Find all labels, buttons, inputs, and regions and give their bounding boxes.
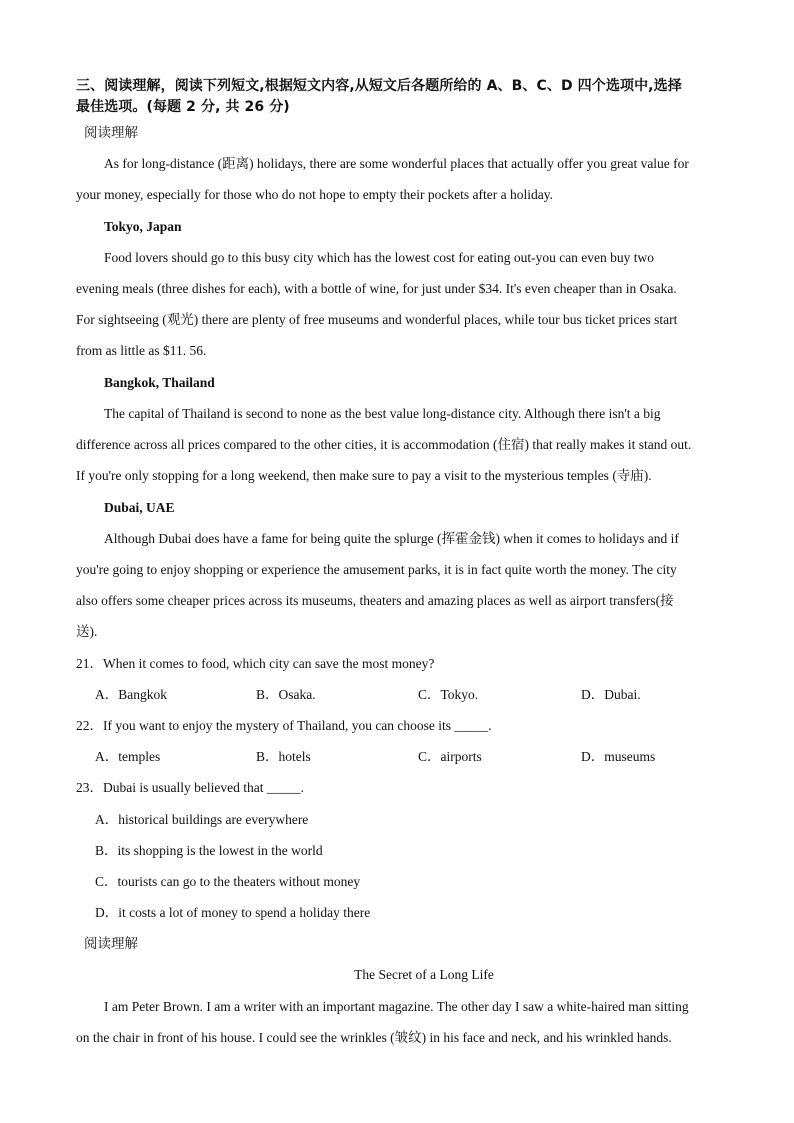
question-21-option-c: C．Tokyo. [418, 687, 479, 702]
question-22-option-b: B．hotels [256, 749, 311, 764]
question-23-stem: 23．Dubai is usually believed that _____. [76, 780, 304, 795]
passage-1-label: 阅读理解 [84, 125, 138, 141]
tokyo-line-2: evening meals (three dishes for each), with a bottle of wine, for just under $34. It's even cheaper than in Osaka. [76, 281, 677, 296]
dubai-heading: Dubai, UAE [104, 500, 175, 515]
question-21-stem: 21．When it comes to food, which city can save the most money? [76, 656, 435, 671]
passage-2-label: 阅读理解 [84, 936, 138, 952]
dubai-line-4: 送). [76, 624, 98, 639]
passage-2-line-1: I am Peter Brown. I am a writer with an important magazine. The other day I saw a white-haired man sitting [104, 999, 689, 1014]
question-22-option-a: A．temples [95, 749, 161, 764]
question-21-option-d: D．Dubai. [581, 687, 641, 702]
bangkok-line-2: difference across all prices compared to the other cities, it is accommodation (住宿) that really makes it stand out. [76, 437, 692, 452]
section-heading-line-1: 三、阅读理解，阅读下列短文,根据短文内容,从短文后各题所给的 A、B、C、D 四个选项中,选择 [76, 78, 682, 94]
passage-2-title: The Secret of a Long Life [354, 967, 494, 982]
passage-2-line-2: on the chair in front of his house. I could see the wrinkles (皱纹) in his face and neck, and his wrinkled hands. [76, 1030, 672, 1045]
question-23-option-d: D．it costs a lot of money to spend a holiday there [95, 905, 371, 920]
tokyo-line-1: Food lovers should go to this busy city which has the lowest cost for eating out-you can even buy two [104, 250, 655, 265]
question-23-option-b: B．its shopping is the lowest in the world [95, 843, 323, 858]
tokyo-heading: Tokyo, Japan [104, 219, 182, 234]
passage-1-intro-line-1: As for long-distance (距离) holidays, there are some wonderful places that actually offer you great value for [104, 156, 689, 171]
question-22-stem: 22．If you want to enjoy the mystery of Thailand, you can choose its _____. [76, 718, 492, 733]
dubai-line-3: also offers some cheaper prices across its museums, theaters and amazing places as well as airport transfers(接 [76, 593, 674, 608]
question-21-option-b: B．Osaka. [256, 687, 316, 702]
dubai-line-1: Although Dubai does have a fame for being quite the splurge (挥霍金钱) when it comes to holidays and if [104, 531, 679, 546]
question-22-option-d: D．museums [581, 749, 656, 764]
question-21-option-a: A．Bangkok [95, 687, 167, 702]
question-22-option-c: C．airports [418, 749, 482, 764]
tokyo-line-4: from as little as $11. 56. [76, 343, 207, 358]
bangkok-line-1: The capital of Thailand is second to none as the best value long-distance city. Although there isn't a big [104, 406, 661, 421]
dubai-line-2: you're going to enjoy shopping or experience the amusement parks, it is in fact quite worth the money. The city [76, 562, 677, 577]
passage-1-intro-line-2: your money, especially for those who do not hope to empty their pockets after a holiday. [76, 187, 553, 202]
question-23-option-c: C．tourists can go to the theaters without money [95, 874, 361, 889]
bangkok-line-3: If you're only stopping for a long weekend, then make sure to pay a visit to the mysterious temples (寺庙). [76, 468, 652, 483]
section-heading-line-2: 最佳选项。(每题 2 分, 共 26 分) [76, 99, 290, 115]
question-23-option-a: A．historical buildings are everywhere [95, 812, 309, 827]
bangkok-heading: Bangkok, Thailand [104, 375, 215, 390]
tokyo-line-3: For sightseeing (观光) there are plenty of free museums and wonderful places, while tour bus ticket prices start [76, 312, 678, 327]
